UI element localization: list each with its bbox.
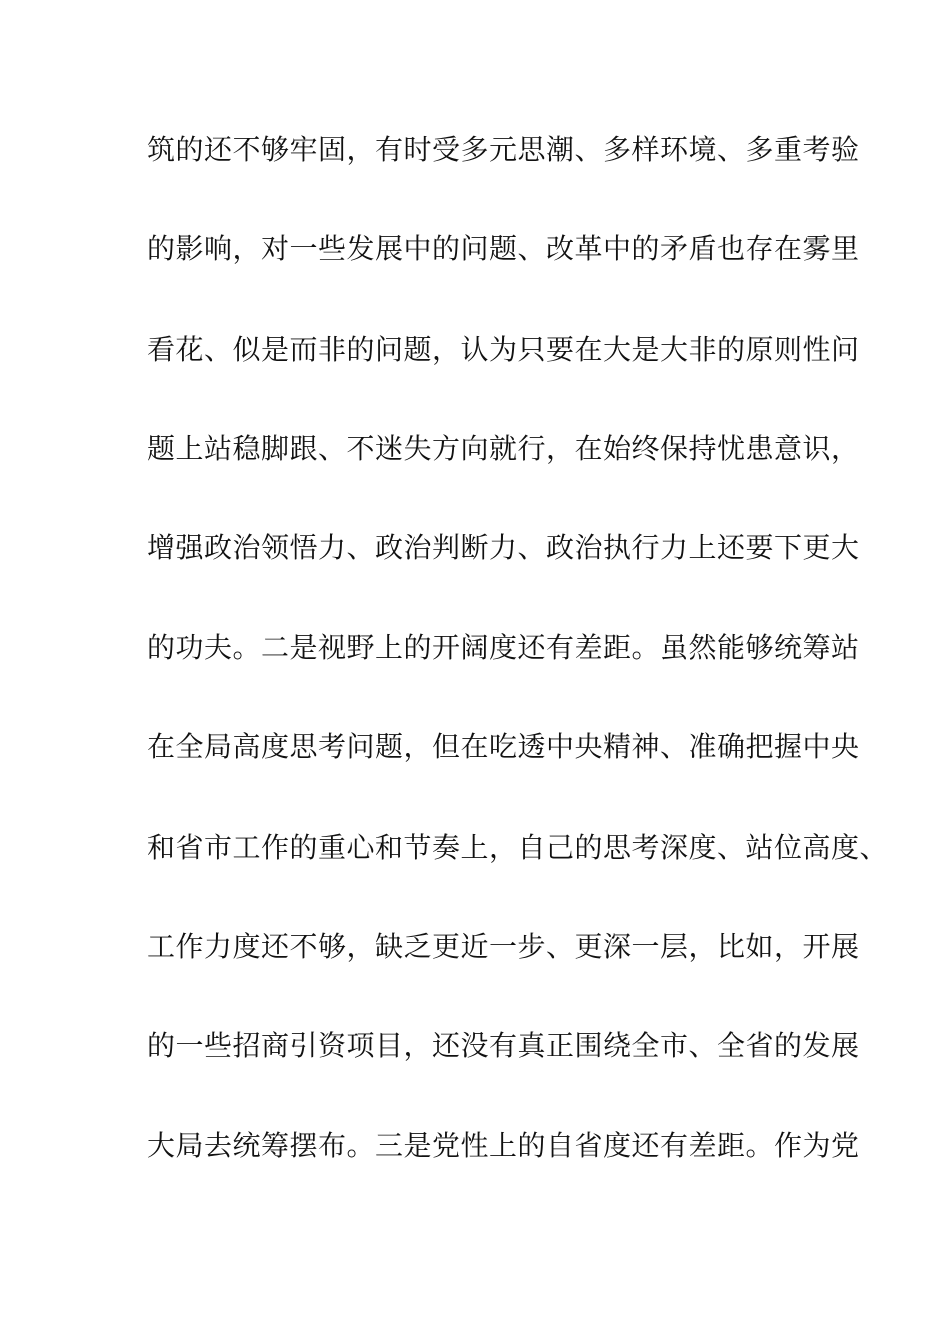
text-line: 的影响，对一些发展中的问题、改革中的矛盾也存在雾里 [147,232,860,265]
text-line: 题上站稳脚跟、不迷失方向就行，在始终保持忧患意识， [147,432,860,465]
text-line: 增强政治领悟力、政治判断力、政治执行力上还要下更大 [147,531,860,564]
text-line: 在全局高度思考问题，但在吃透中央精神、准确把握中央 [147,730,860,763]
text-line: 看花、似是而非的问题，认为只要在大是大非的原则性问 [147,333,860,366]
text-line: 工作力度还不够，缺乏更近一步、更深一层，比如，开展 [147,930,860,963]
text-line: 筑的还不够牢固，有时受多元思潮、多样环境、多重考验 [147,133,860,166]
text-line: 大局去统筹摆布。三是党性上的自省度还有差距。作为党 [147,1129,860,1162]
text-line: 的功夫。二是视野上的开阔度还有差距。虽然能够统筹站 [147,631,860,664]
text-line: 的一些招商引资项目，还没有真正围绕全市、全省的发展 [147,1029,860,1062]
text-line: 和省市工作的重心和节奏上，自己的思考深度、站位高度、 [147,831,889,864]
